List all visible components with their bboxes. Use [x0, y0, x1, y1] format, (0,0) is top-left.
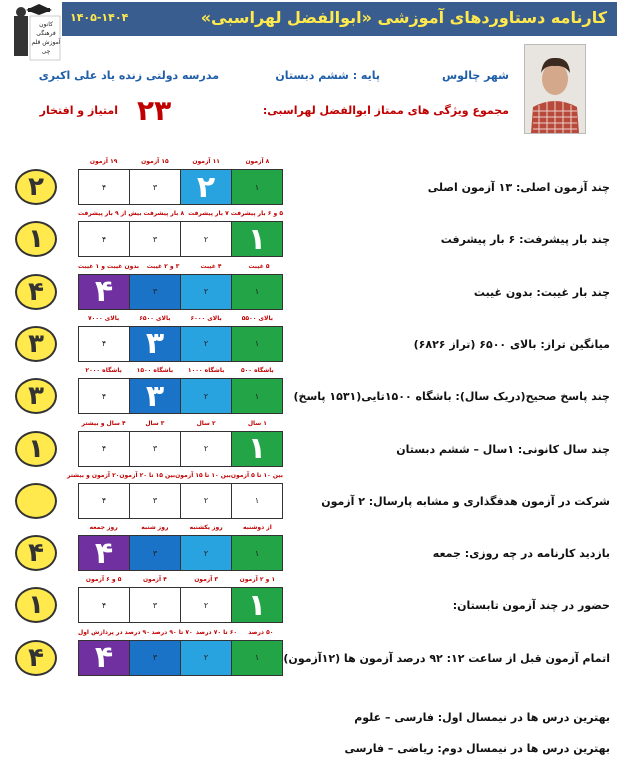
- level-grid: [78, 483, 283, 519]
- column-label: ۴ سال و بیشتر: [81, 419, 126, 427]
- column-label: بین ۱۰ تا ۵ آزمون: [230, 471, 283, 479]
- column-label: ۳ و ۲ غیبت: [146, 262, 180, 270]
- criterion-question: چند سال کانونی: ۱سال – ششم دبستان: [396, 442, 610, 456]
- column-label: بین ۱۵ تا ۲۰ آزمون: [119, 471, 176, 479]
- score-circle: ۴: [15, 640, 57, 676]
- column-label: ۵ و ۶ بار پیشرفت: [230, 210, 283, 218]
- level-cell: ۲: [180, 588, 231, 622]
- level-cell: ۴: [79, 536, 129, 570]
- column-label: ۸ آزمون: [245, 158, 270, 165]
- school-name: مدرسه دولتی زنده یاد علی اکبری: [38, 69, 219, 82]
- column-label: روز جمعه: [89, 524, 118, 532]
- level-cell: ۲: [180, 275, 231, 309]
- level-cell: ۳: [129, 275, 180, 309]
- column-labels: [78, 210, 283, 220]
- level-cell: ۱: [231, 588, 282, 622]
- level-cell: ۱: [231, 327, 282, 361]
- column-label: بیش از ۹ بار پیشرفت: [78, 210, 142, 218]
- level-cell: ۲: [180, 484, 231, 518]
- score-circle: ۴: [15, 274, 57, 310]
- column-label: ۴ غیبت: [200, 262, 222, 270]
- column-label: باشگاه ۱۰۰۰: [187, 367, 225, 375]
- column-label: ۱ و ۲ آزمون: [239, 576, 276, 584]
- level-cell: ۱: [231, 432, 282, 466]
- column-label: روز شنبه: [141, 524, 169, 532]
- score-circle: ۱: [15, 221, 57, 257]
- column-label: ۵۰ درصد: [248, 628, 274, 636]
- level-cell: ۴: [79, 641, 129, 675]
- column-labels: [78, 420, 283, 430]
- level-cell: ۱: [231, 641, 282, 675]
- level-cell: ۱: [231, 536, 282, 570]
- column-label: بالای ۶۵۰۰: [139, 314, 171, 322]
- column-label: بالای ۵۵۰۰: [241, 314, 273, 322]
- column-label: ۱۱ آزمون: [192, 158, 220, 165]
- criterion-question: حضور در چند آزمون تابستان:: [452, 599, 610, 613]
- level-cell: ۴: [79, 222, 129, 256]
- level-cell: ۱: [231, 379, 282, 413]
- level-cell: ۱: [231, 275, 282, 309]
- score-label: امتیاز و افتخار: [39, 104, 118, 117]
- criterion-question: میانگین تراز: بالای ۶۵۰۰ (تراز ۶۸۲۶): [413, 337, 610, 351]
- criterion-question: شرکت در آزمون هدفگذاری و مشابه پارسال: ۲ آزمون: [321, 494, 610, 508]
- grade: پایه : ششم دبستان: [275, 69, 380, 82]
- column-label: ۱۵ آزمون: [141, 158, 169, 165]
- level-cell: ۲: [180, 432, 231, 466]
- column-label: ۱ سال: [247, 419, 267, 427]
- city: شهر چالوس: [441, 69, 509, 82]
- level-cell: ۳: [129, 222, 180, 256]
- column-labels: [78, 263, 283, 273]
- level-cell: ۳: [129, 432, 180, 466]
- column-label: ۶۰ تا ۷۰ درصد: [195, 628, 238, 636]
- level-cell: ۱: [231, 484, 282, 518]
- score-circle: ۳: [15, 326, 57, 362]
- total-score: ۲۳: [137, 94, 172, 127]
- level-cell: ۳: [129, 484, 180, 518]
- column-label: روز یکشنبه: [189, 524, 223, 532]
- level-cell: ۴: [79, 432, 129, 466]
- column-label: باشگاه ۲۰۰۰: [85, 367, 122, 375]
- column-label: بین ۱۰ تا ۱۵ آزمون: [175, 471, 231, 479]
- total-label: مجموع ویژگی های ممتاز ابوالفضل لهراسبی:: [262, 104, 509, 117]
- column-label: بدون غیبت و ۱ غیبت: [78, 262, 140, 270]
- column-label: ۷ بار پیشرفت: [188, 210, 229, 218]
- column-label: ۲ سال: [196, 419, 216, 427]
- level-grid: [78, 221, 283, 257]
- column-labels: [66, 471, 283, 482]
- level-cell: ۱: [231, 170, 282, 204]
- column-label: ۴ آزمون: [142, 576, 167, 584]
- title-banner: [62, 2, 617, 36]
- level-cell: ۳: [129, 170, 180, 204]
- level-cell: ۲: [180, 379, 231, 413]
- level-cell: ۴: [79, 588, 129, 622]
- column-label: ۱۹ آزمون: [89, 158, 118, 165]
- column-label: از دوشنبه: [242, 524, 272, 532]
- level-cell: ۴: [79, 327, 129, 361]
- column-labels: [78, 315, 283, 325]
- column-label: ۵ و ۶ آزمون: [85, 576, 122, 584]
- column-label: ۹۰ درصد در پردازش اول: [78, 628, 150, 636]
- column-labels: [78, 576, 283, 586]
- column-label: بالای ۶۰۰۰: [190, 314, 222, 322]
- best-subjects-term2: بهترین درس ها در نیمسال دوم: ریاضی – فارسی: [344, 742, 610, 755]
- level-cell: ۲: [180, 170, 231, 204]
- level-grid: [78, 431, 283, 467]
- logo-text: کانون فرهنگی آموزش قلم چی: [31, 21, 61, 55]
- level-cell: ۴: [79, 379, 129, 413]
- level-grid: [78, 326, 283, 362]
- criterion-question: چند بار غیبت: بدون غیبت: [473, 285, 610, 299]
- level-cell: ۳: [129, 327, 180, 361]
- criterion-question: چند آزمون اصلی: ۱۳ آزمون اصلی: [427, 181, 610, 194]
- level-cell: ۱: [231, 222, 282, 256]
- level-grid: [78, 640, 283, 676]
- score-circle: ۳: [15, 378, 57, 414]
- level-cell: ۲: [180, 327, 231, 361]
- column-label: ۲۰ آزمون و بیشتر: [66, 471, 120, 479]
- score-circle: ۱: [15, 587, 57, 623]
- level-cell: ۲: [180, 536, 231, 570]
- score-circle: ۲: [15, 169, 57, 205]
- level-grid: [78, 535, 283, 571]
- column-labels: [78, 158, 283, 168]
- level-grid: [78, 169, 283, 205]
- level-cell: ۴: [79, 170, 129, 204]
- column-labels: [78, 629, 283, 639]
- level-cell: ۴: [79, 484, 129, 518]
- student-photo: [524, 44, 586, 134]
- column-label: ۳ سال: [145, 419, 165, 427]
- column-label: ۷۰ تا ۹۰ درصد: [151, 628, 193, 636]
- academic-years: ۱۴۰۵-۱۴۰۴: [70, 11, 129, 24]
- level-grid: [78, 587, 283, 623]
- level-grid: [78, 378, 283, 414]
- column-label: بالای ۷۰۰۰: [88, 314, 120, 322]
- level-cell: ۴: [79, 275, 129, 309]
- criterion-question: اتمام آزمون قبل از ساعت ۱۲: ۹۲ درصد آزمون ها (۱۲آزمون): [283, 651, 610, 665]
- column-labels: [78, 367, 283, 377]
- level-cell: ۳: [129, 536, 180, 570]
- level-cell: ۳: [129, 379, 180, 413]
- column-label: ۳ آزمون: [194, 576, 219, 584]
- level-cell: ۲: [180, 222, 231, 256]
- column-label: ۸ بار پیشرفت: [143, 210, 185, 218]
- criterion-question: چند بار پیشرفت: ۶ بار پیشرفت: [440, 233, 610, 247]
- column-label: باشگاه ۵۰۰: [240, 367, 274, 375]
- best-subjects-term1: بهترین درس ها در نیمسال اول: فارسی – علوم: [354, 711, 610, 724]
- page-title: کارنامه دستاوردهای آموزشی «ابوالفضل لهراسبی»: [200, 8, 607, 27]
- logo: [6, 2, 62, 62]
- column-label: باشگاه ۱۵۰۰: [136, 367, 174, 375]
- level-cell: ۲: [180, 641, 231, 675]
- criterion-question: چند پاسخ صحیح(دریک سال): باشگاه ۱۵۰۰تایی(۱۵۳۱ پاسخ): [293, 390, 610, 404]
- level-grid: [78, 274, 283, 310]
- level-cell: ۳: [129, 641, 180, 675]
- level-cell: ۳: [129, 588, 180, 622]
- column-label: ۵ غیبت: [248, 262, 270, 270]
- column-labels: [78, 524, 283, 534]
- score-circle: [15, 483, 57, 519]
- score-circle: ۴: [15, 535, 57, 571]
- criterion-question: بازدید کارنامه در چه روزی: جمعه: [432, 547, 610, 561]
- score-circle: ۱: [15, 431, 57, 467]
